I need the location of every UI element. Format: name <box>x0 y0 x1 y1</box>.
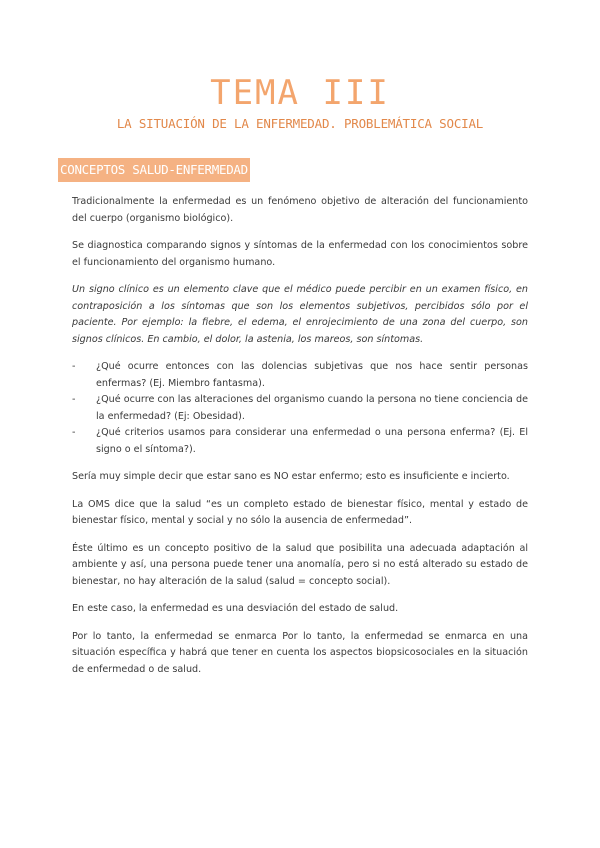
paragraph-italic: Un signo clínico es un elemento clave que el médico puede percibir en un examen físico, en contraposición a los síntomas que son los elementos subjetivos, percibidos sólo por el paciente. Por ejemplo: la fiebre, el edema, el enrojecimiento de una zona del cuerpo, son signos clínicos. En cambio, el dolor, la astenia, los mareos, son síntomas. <box>72 284 528 345</box>
bullet-dash: - <box>72 361 76 372</box>
bullet-list <box>72 359 528 458</box>
paragraph: Tradicionalmente la enfermedad es un fenómeno objetivo de alteración del funcionamiento del cuerpo (organismo biológico). <box>72 196 528 224</box>
list-item <box>72 425 528 458</box>
page-subtitle: LA SITUACIÓN DE LA ENFERMEDAD. PROBLEMÁTICA SOCIAL <box>116 116 484 131</box>
bullet-dash: - <box>72 394 76 405</box>
list-item-text: ¿Qué ocurre con las alteraciones del organismo cuando la persona no tiene conciencia de la enfermedad? (Ej: Obesidad). <box>96 394 528 422</box>
paragraph: Se diagnostica comparando signos y síntomas de la enfermedad con los conocimientos sobre el funcionamiento del organismo humano. <box>72 240 528 268</box>
list-item-text: ¿Qué ocurre entonces con las dolencias subjetivas que nos hace sentir personas enfermas? (Ej. Miembro fantasma). <box>96 361 528 389</box>
page-title: TEMA III <box>210 72 390 113</box>
document-body <box>72 194 528 689</box>
list-item <box>72 392 528 425</box>
paragraph: Sería muy simple decir que estar sano es NO estar enfermo; esto es insuficiente e incierto. <box>72 471 510 482</box>
list-item-text: ¿Qué criterios usamos para considerar una enfermedad o una persona enferma? (Ej. El signo o el síntoma?). <box>96 427 528 455</box>
list-item <box>72 359 528 392</box>
section-heading: CONCEPTOS SALUD-ENFERMEDAD <box>58 158 250 182</box>
bullet-dash: - <box>72 427 76 438</box>
paragraph: En este caso, la enfermedad es una desviación del estado de salud. <box>72 603 399 614</box>
paragraph: La OMS dice que la salud “es un completo estado de bienestar físico, mental y estado de bienestar físico, mental y social y no sólo la ausencia de enfermedad”. <box>72 498 528 526</box>
paragraph: Éste último es un concepto positivo de la salud que posibilita una adecuada adaptación al ambiente y así, una persona puede tener una anomalía, pero si no está alterado su estado de bienestar, no hay alteración de la salud (salud = concepto social). <box>72 542 528 587</box>
paragraph: Por lo tanto, la enfermedad se enmarca Por lo tanto, la enfermedad se enmarca en una situación específica y habrá que tener en cuenta los aspectos biopsicosociales en la situación de enfermedad o de salud. <box>72 630 528 675</box>
